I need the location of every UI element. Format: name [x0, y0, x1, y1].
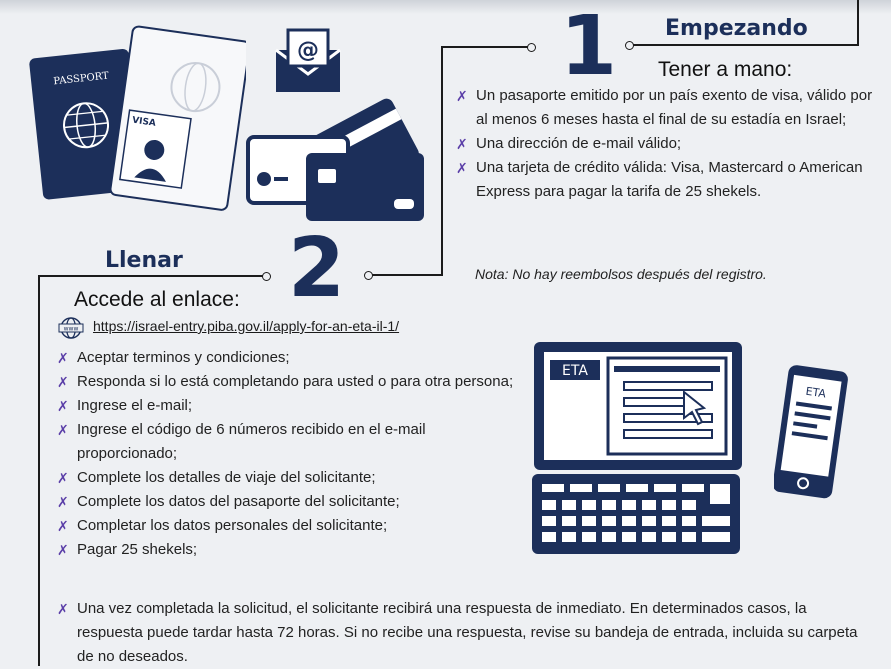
step-2-final-item — [55, 597, 875, 669]
phone-illustration — [774, 364, 850, 504]
bullet-icon: ✗ — [57, 494, 69, 510]
credit-card-illustration — [244, 95, 424, 225]
connector-step1-vertical — [441, 46, 443, 275]
list-item: ✗ Ingrese el e-mail; — [55, 394, 515, 418]
connector-dot — [364, 271, 373, 280]
bullet-icon: ✗ — [57, 422, 69, 438]
list-item: ✗ Responda si lo está completando para usted o para otra persona; — [55, 370, 515, 394]
svg-text:www: www — [63, 325, 79, 333]
list-item: ✗ Complete los datos del pasaporte del solicitante; — [55, 490, 515, 514]
eta-application-link[interactable]: https://israel-entry.piba.gov.il/apply-for-an-eta-il-1/ — [93, 318, 400, 334]
step-2-subtitle: Accede al enlace: — [74, 288, 240, 311]
list-item: ✗ Pagar 25 shekels; — [55, 538, 515, 562]
step-1-note: Nota: No hay reembolsos después del registro. — [475, 266, 767, 282]
step-1-number: 1 — [560, 0, 618, 94]
connector-step2-horizontal — [38, 275, 264, 277]
connector-step2-vertical — [38, 275, 40, 666]
laptop-illustration — [528, 336, 748, 558]
list-item: ✗ Un pasaporte emitido por un país exento de visa, válido por al menos 6 meses hasta el final de su estadía en Israel; — [454, 84, 874, 132]
bullet-icon: ✗ — [57, 350, 69, 366]
bullet-icon: ✗ — [57, 518, 69, 534]
passport-illustration — [28, 25, 246, 217]
bullet-icon: ✗ — [57, 398, 69, 414]
bullet-icon: ✗ — [456, 88, 468, 104]
step-1-subtitle: Tener a mano: — [658, 58, 793, 81]
connector-step1-bottom — [368, 274, 443, 276]
list-item: ✗ Una dirección de e-mail válido; — [454, 132, 874, 156]
bullet-icon: ✗ — [456, 160, 468, 176]
eta-phone-label: ETA — [804, 384, 827, 401]
list-item: ✗ Completar los datos personales del solicitante; — [55, 514, 515, 538]
bullet-icon: ✗ — [57, 601, 69, 617]
step-1-title: Empezando — [665, 16, 808, 41]
list-item: ✗ Ingrese el código de 6 números recibido en el e-mail proporcionado; — [55, 418, 515, 466]
email-icon — [272, 24, 344, 96]
step-2-title: Llenar — [105, 248, 183, 273]
list-item: ✗ Complete los detalles de viaje del solicitante; — [55, 466, 515, 490]
list-item: ✗ Aceptar terminos y condiciones; — [55, 346, 515, 370]
bullet-icon: ✗ — [57, 542, 69, 558]
bullet-icon: ✗ — [57, 374, 69, 390]
top-shade — [0, 0, 891, 14]
step-2-list — [55, 346, 515, 562]
passport-label: PASSPORT — [52, 70, 110, 88]
connector-dot — [625, 41, 634, 50]
eta-screen-label: ETA — [562, 363, 588, 379]
step-2-number: 2 — [288, 221, 346, 316]
globe-icon — [57, 316, 85, 340]
list-item: ✗ Una tarjeta de crédito válida: Visa, Mastercard o American Express para pagar la tarifa de 25 shekels. — [454, 156, 874, 204]
connector-top-right — [857, 0, 859, 45]
visa-label: VISA — [131, 115, 157, 129]
connector-top-horizontal — [630, 44, 859, 46]
connector-dot — [527, 43, 536, 52]
bullet-icon: ✗ — [456, 136, 468, 152]
email-symbol: @ — [297, 38, 319, 63]
step-1-list — [454, 84, 874, 204]
bullet-icon: ✗ — [57, 470, 69, 486]
connector-step1-left — [442, 46, 530, 48]
list-item: ✗ Una vez completada la solicitud, el solicitante recibirá una respuesta de inmediato. En determinados casos, la respuesta puede tardar hasta 72 horas. Si no recibe una respuesta, revise su bandeja de entrada, incluida su carpeta de no deseados. — [55, 597, 875, 669]
connector-dot — [262, 272, 271, 281]
